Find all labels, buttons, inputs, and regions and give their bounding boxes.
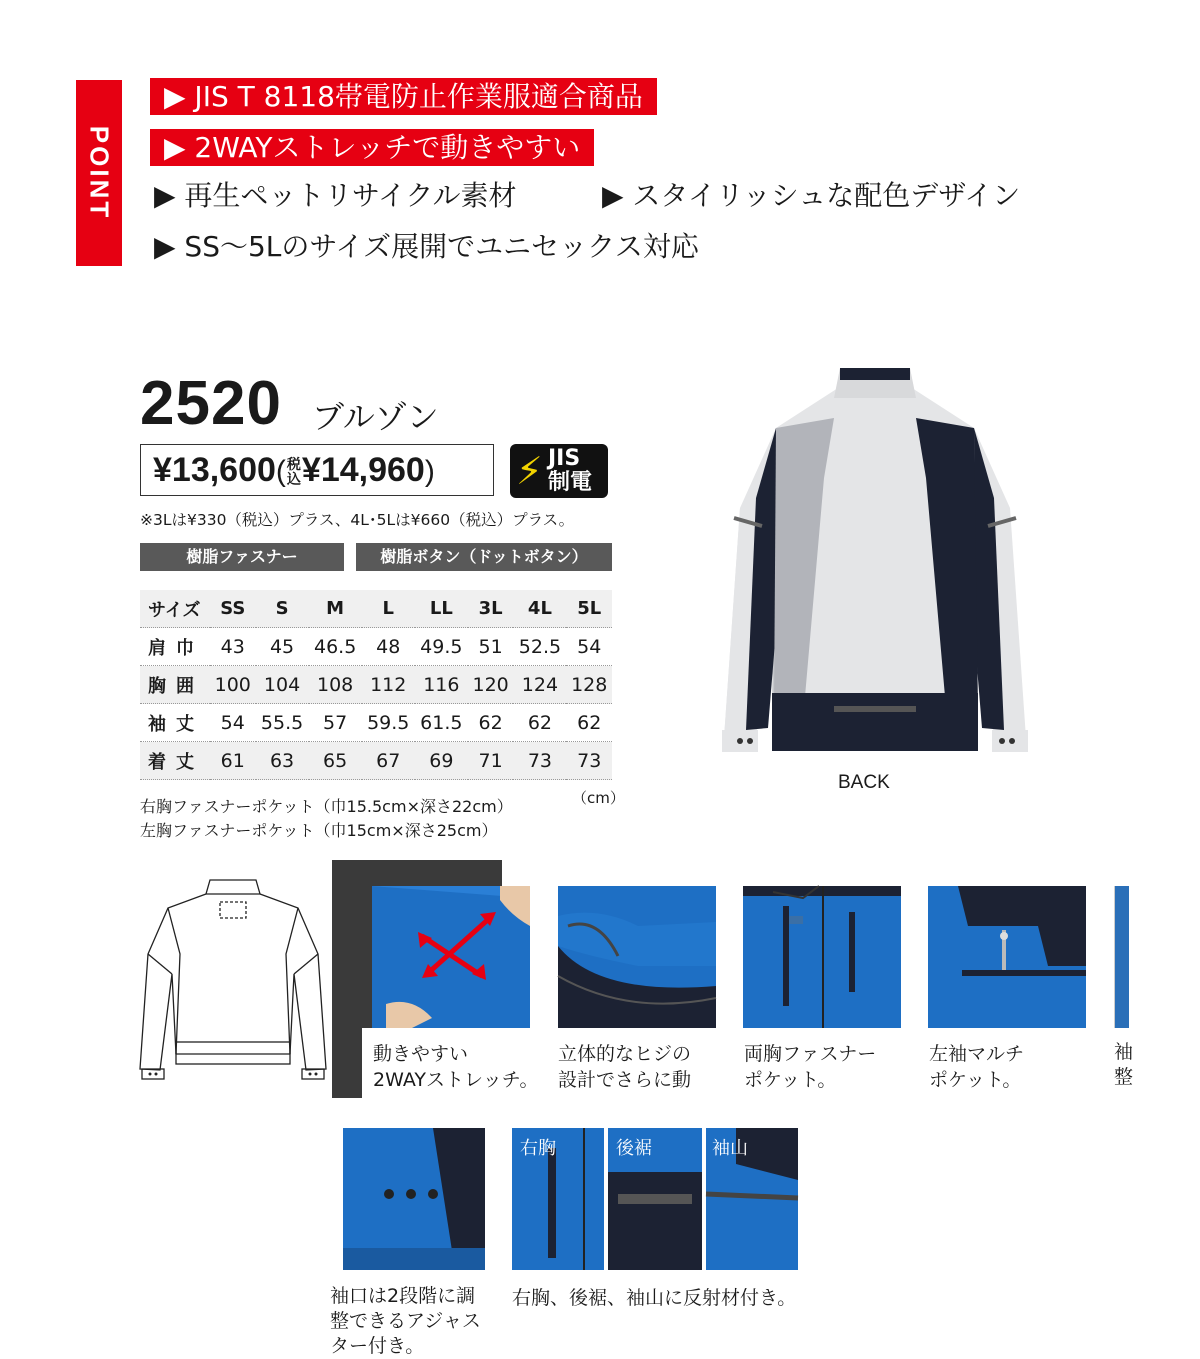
table-cell: 45 bbox=[256, 628, 309, 666]
table-row bbox=[140, 628, 612, 666]
detail-sleeve-pocket-photo bbox=[928, 886, 1086, 1028]
detail-sleeve-pocket-caption-2: ポケット。 bbox=[929, 1069, 1022, 1091]
price-note: ※3Lは¥330（税込）プラス、4L･5Lは¥660（税込）プラス。 bbox=[140, 511, 575, 529]
jacket-back-photo bbox=[716, 358, 1034, 768]
jis-antistatic-badge bbox=[510, 444, 608, 498]
table-cell: 69 bbox=[415, 742, 468, 780]
table-cell: 62 bbox=[566, 704, 612, 742]
detail-cuff-caption-1: 袖口は2段階に調 bbox=[330, 1285, 476, 1307]
detail-chest-pockets-caption-1: 両胸ファスナー bbox=[744, 1043, 877, 1065]
jacket-line-drawing bbox=[138, 874, 328, 1086]
model-number: 2520 bbox=[140, 369, 282, 438]
detail-chest-pockets-photo bbox=[743, 886, 901, 1028]
table-cell: 59.5 bbox=[362, 704, 415, 742]
table-cell: 54 bbox=[210, 704, 256, 742]
detail-stretch-photo bbox=[372, 886, 530, 1028]
table-cell: 108 bbox=[309, 666, 362, 704]
detail-sleeve-pocket-caption-1: 左袖マルチ bbox=[929, 1043, 1025, 1065]
table-cell: 48 bbox=[362, 628, 415, 666]
table-cell: 43 bbox=[210, 628, 256, 666]
detail-stretch-caption-2: 2WAYストレッチ。 bbox=[373, 1069, 539, 1091]
table-cell: 51 bbox=[468, 628, 514, 666]
tax-label bbox=[287, 457, 301, 487]
table-cell: S bbox=[256, 590, 309, 628]
table-cell: 着丈 bbox=[140, 742, 210, 780]
table-cell: 46.5 bbox=[309, 628, 362, 666]
detail-elbow-photo bbox=[558, 886, 716, 1028]
badge-antistatic: 制電 bbox=[548, 470, 593, 495]
table-cell: 5L bbox=[566, 590, 612, 628]
reflector-label-hem: 後裾 bbox=[616, 1138, 652, 1159]
detail-cut-caption bbox=[1114, 1040, 1134, 1102]
table-cell: 3L bbox=[468, 590, 514, 628]
table-cell: 61.5 bbox=[415, 704, 468, 742]
table-cell: 袖丈 bbox=[140, 704, 210, 742]
tag-resin-fastener: 樹脂ファスナー bbox=[140, 543, 344, 571]
table-cell: 52.5 bbox=[513, 628, 566, 666]
table-cell: 65 bbox=[309, 742, 362, 780]
pocket-right-chest: 右胸ファスナーポケット（巾15.5cm×深さ22cm） bbox=[140, 797, 513, 816]
pocket-left-chest: 左胸ファスナーポケット（巾15cm×深さ25cm） bbox=[140, 821, 498, 840]
detail-cuff-photo bbox=[343, 1128, 485, 1270]
detail-cut-photo bbox=[1114, 886, 1129, 1028]
highlight-stretch: ▶ 2WAYストレッチで動きやすい bbox=[150, 129, 594, 166]
table-cell: 67 bbox=[362, 742, 415, 780]
badge-jis: JIS bbox=[548, 446, 581, 471]
table-cell: 62 bbox=[468, 704, 514, 742]
table-cell: 61 bbox=[210, 742, 256, 780]
detail-cut-caption-2: 整 bbox=[1114, 1066, 1134, 1088]
table-cell: 128 bbox=[566, 666, 612, 704]
price-box: ¥13,600(税 込¥14,960) bbox=[140, 444, 494, 496]
table-row bbox=[140, 666, 612, 704]
table-cell: 116 bbox=[415, 666, 468, 704]
point-recycle: ▶ 再生ペットリサイクル素材 bbox=[154, 179, 517, 212]
table-cell: 肩巾 bbox=[140, 628, 210, 666]
detail-cuff-caption bbox=[330, 1284, 490, 1359]
table-cell: 120 bbox=[468, 666, 514, 704]
detail-stretch-caption-1: 動きやすい bbox=[373, 1043, 469, 1065]
highlight-jis: ▶ JIS T 8118帯電防止作業服適合商品 bbox=[150, 78, 657, 115]
table-cell: 63 bbox=[256, 742, 309, 780]
detail-elbow-caption-2: 設計でさらに動 bbox=[558, 1069, 692, 1091]
size-table bbox=[140, 590, 612, 780]
point-tag-label: POINT bbox=[84, 125, 115, 221]
table-cell: 112 bbox=[362, 666, 415, 704]
table-cell: 55.5 bbox=[256, 704, 309, 742]
table-cell: 4L bbox=[513, 590, 566, 628]
detail-cuff-caption-2: 整できるアジャス bbox=[330, 1310, 481, 1332]
detail-reflector-group bbox=[512, 1128, 798, 1270]
table-cell: 49.5 bbox=[415, 628, 468, 666]
table-cell: 124 bbox=[513, 666, 566, 704]
reflector-label-chest: 右胸 bbox=[520, 1138, 556, 1159]
table-row bbox=[140, 742, 612, 780]
price-with-tax: ¥14,960 bbox=[301, 451, 425, 489]
reflector-label-sleeve: 袖山 bbox=[712, 1138, 748, 1159]
detail-elbow-caption-1: 立体的なヒジの bbox=[558, 1043, 692, 1065]
point-size-range: ▶ SS～5Lのサイズ展開でユニセックス対応 bbox=[154, 230, 699, 263]
detail-cut-caption-1: 袖 bbox=[1114, 1041, 1134, 1063]
table-cell: M bbox=[309, 590, 362, 628]
table-cell: 胸囲 bbox=[140, 666, 210, 704]
tax-label-bottom: 込 bbox=[286, 471, 301, 488]
table-cell: SS bbox=[210, 590, 256, 628]
detail-cuff-caption-3: ター付き。 bbox=[330, 1335, 425, 1357]
tag-resin-button: 樹脂ボタン（ドットボタン） bbox=[356, 543, 612, 571]
table-cell: L bbox=[362, 590, 415, 628]
table-row bbox=[140, 704, 612, 742]
table-cell: 54 bbox=[566, 628, 612, 666]
point-tag bbox=[76, 80, 122, 266]
table-cell: 71 bbox=[468, 742, 514, 780]
table-cell: LL bbox=[415, 590, 468, 628]
table-cell: 73 bbox=[513, 742, 566, 780]
table-cell: 73 bbox=[566, 742, 612, 780]
tax-label-top: 税 bbox=[286, 456, 301, 473]
table-cell: 62 bbox=[513, 704, 566, 742]
model-name: ブルゾン bbox=[312, 398, 439, 436]
price: ¥13,600 bbox=[153, 451, 276, 489]
unit-label: （cm） bbox=[572, 789, 625, 807]
table-cell: 104 bbox=[256, 666, 309, 704]
lightning-icon: ⚡ bbox=[516, 449, 543, 493]
back-label: BACK bbox=[838, 772, 890, 793]
table-cell: 100 bbox=[210, 666, 256, 704]
table-cell: サイズ bbox=[140, 590, 210, 628]
detail-chest-pockets-caption-2: ポケット。 bbox=[744, 1069, 837, 1091]
point-design: ▶ スタイリッシュな配色デザイン bbox=[602, 179, 1021, 212]
table-cell: 57 bbox=[309, 704, 362, 742]
size-header-row bbox=[140, 590, 612, 628]
detail-reflector-caption: 右胸、後裾、袖山に反射材付き。 bbox=[512, 1287, 797, 1309]
